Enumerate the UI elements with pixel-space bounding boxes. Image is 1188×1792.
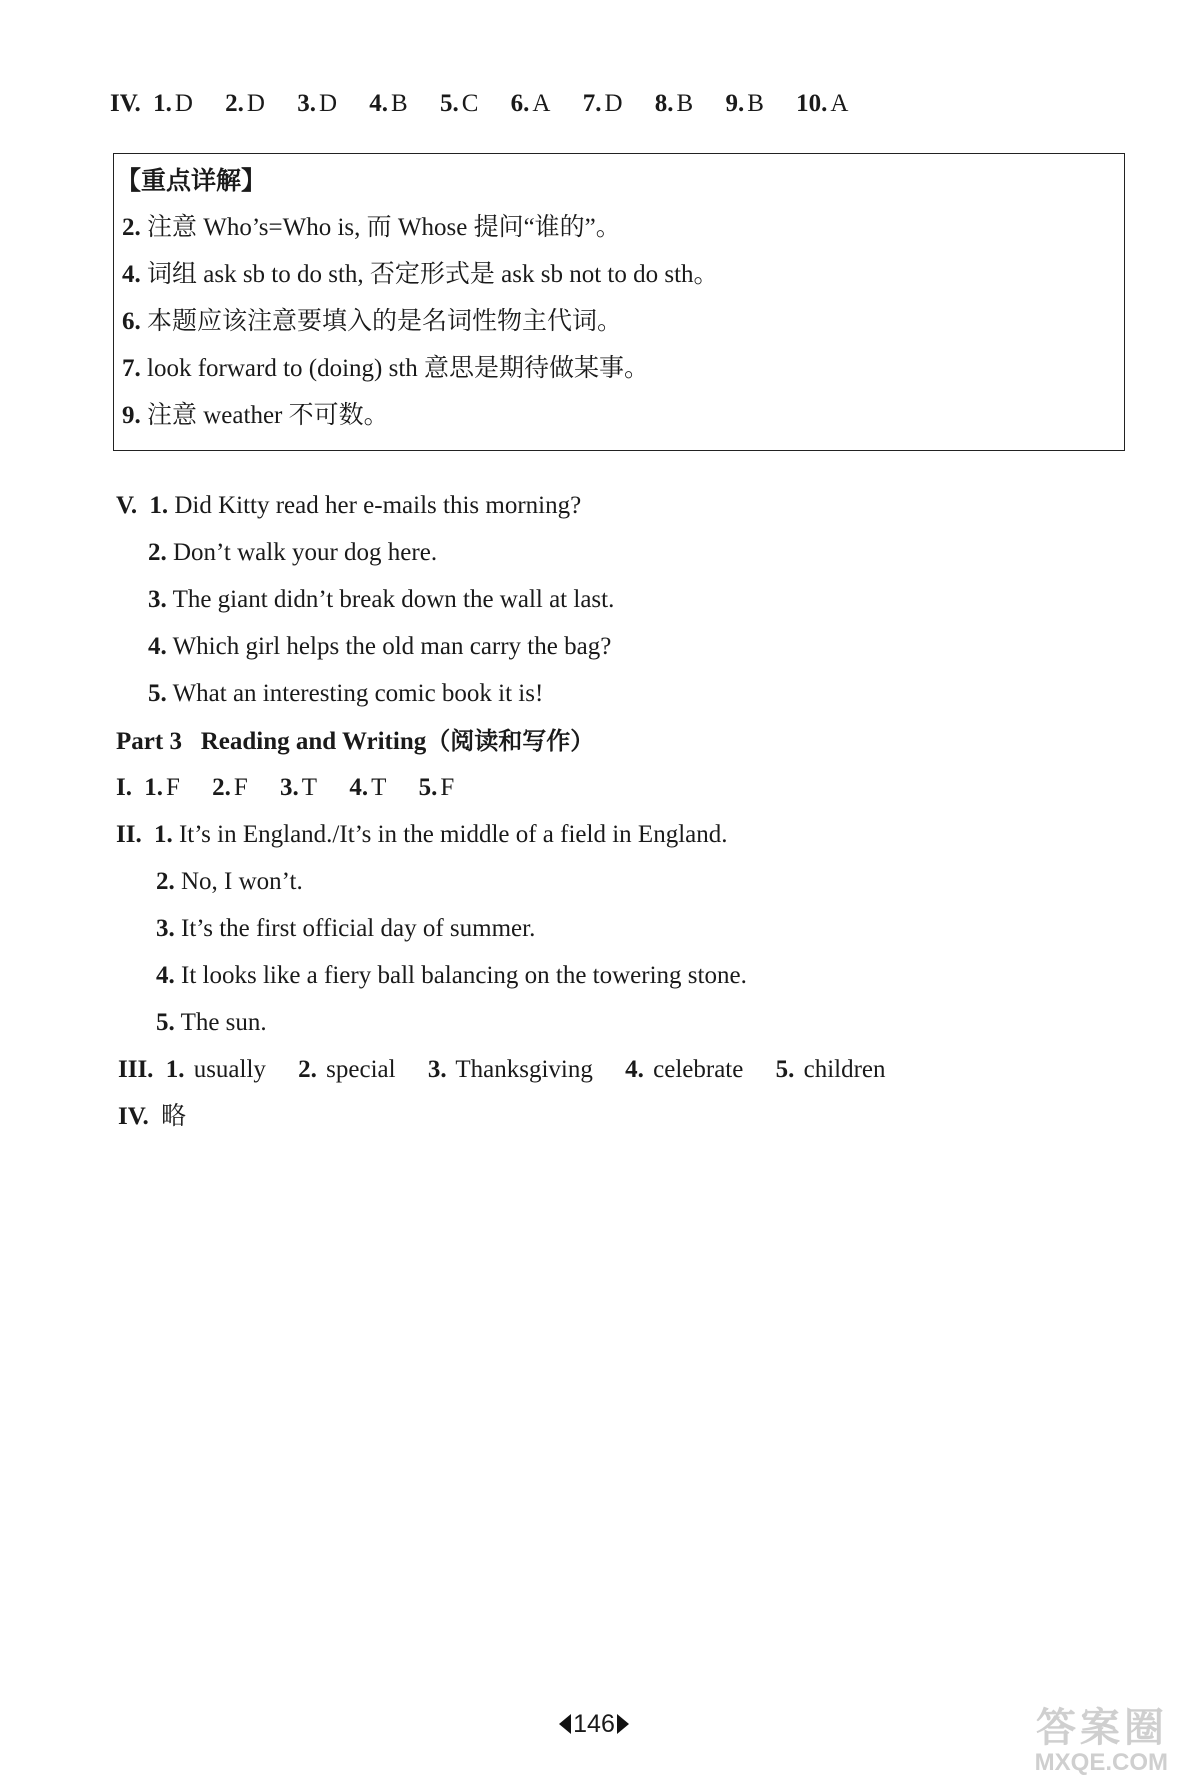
part3-section-ii-item: 5. The sun. bbox=[156, 1009, 267, 1036]
left-arrow-icon bbox=[559, 1714, 571, 1734]
part-3-heading: Part 3 Reading and Writing（阅读和写作） bbox=[116, 727, 595, 755]
answer-item: 7. D bbox=[582, 90, 623, 117]
page-number: 146 bbox=[0, 1710, 1188, 1739]
right-arrow-icon bbox=[617, 1714, 629, 1734]
note-item: 7. look forward to (doing) sth 意思是期待做某事。 bbox=[122, 355, 650, 382]
part3-section-iii-answers bbox=[118, 1054, 912, 1086]
answer-item: 3. T bbox=[280, 774, 318, 801]
answer-item: 2. special bbox=[298, 1056, 396, 1083]
part3-section-ii-item: 2. No, I won’t. bbox=[156, 868, 303, 895]
part3-section-ii-item: 4. It looks like a fiery ball balancing on the towering stone. bbox=[156, 962, 747, 989]
answer-item: 4. B bbox=[369, 90, 408, 117]
answer-item: 1. F bbox=[144, 774, 180, 801]
answer-item: 3. Thanksgiving bbox=[427, 1056, 593, 1083]
section-label: I. bbox=[116, 774, 132, 801]
answer-item: 4. celebrate bbox=[625, 1056, 744, 1083]
section-iv-answers bbox=[110, 88, 874, 120]
part3-section-ii-item: 3. It’s the first official day of summer. bbox=[156, 915, 536, 942]
answer-item: 4. T bbox=[349, 774, 387, 801]
section-label: IV. bbox=[118, 1103, 149, 1130]
part3-section-iv: IV. 略 bbox=[118, 1103, 187, 1130]
section-label: IV. bbox=[110, 90, 141, 117]
answer-item: 9. B bbox=[725, 90, 764, 117]
section-label: II. bbox=[116, 821, 142, 848]
section-v-item: 3. The giant didn’t break down the wall at last. bbox=[148, 586, 615, 613]
box-title: 【重点详解】 bbox=[116, 168, 267, 195]
note-item: 2. 注意 Who’s=Who is, 而 Whose 提问“谁的”。 bbox=[122, 214, 621, 241]
note-item: 4. 词组 ask sb to do sth, 否定形式是 ask sb not to do sth。 bbox=[122, 261, 719, 288]
section-v-item: 2. Don’t walk your dog here. bbox=[148, 539, 438, 566]
section-v-item: 4. Which girl helps the old man carry the bag? bbox=[148, 633, 612, 660]
section-v-item: 5. What an interesting comic book it is! bbox=[148, 680, 544, 707]
answer-item: 1. usually bbox=[165, 1056, 266, 1083]
answer-item: 2. D bbox=[225, 90, 265, 117]
answer-item: 8. B bbox=[654, 90, 694, 117]
note-item: 6. 本题应该注意要填入的是名词性物主代词。 bbox=[122, 308, 623, 335]
watermark-logo: 答案圈 MXQE.COM bbox=[1034, 1706, 1168, 1776]
answer-item: 6. A bbox=[510, 90, 551, 117]
key-points-box bbox=[113, 153, 1125, 451]
answer-item: 3. D bbox=[297, 90, 337, 117]
answer-item: 5. children bbox=[775, 1056, 886, 1083]
answer-item: 2. F bbox=[212, 774, 248, 801]
part3-section-ii-item: II. 1. It’s in England./It’s in the middle of a field in England. bbox=[116, 821, 728, 848]
part3-section-i-answers bbox=[116, 772, 480, 804]
answer-item: 10. A bbox=[796, 90, 849, 117]
section-label: V. bbox=[116, 492, 138, 519]
answer-item: 5. C bbox=[439, 90, 479, 117]
answer-item: 1. D bbox=[153, 90, 193, 117]
section-label: III. bbox=[118, 1056, 154, 1083]
note-item: 9. 注意 weather 不可数。 bbox=[122, 402, 389, 429]
section-v-item: V. 1. Did Kitty read her e-mails this morning? bbox=[116, 492, 582, 519]
answer-item: 5. F bbox=[418, 774, 455, 801]
